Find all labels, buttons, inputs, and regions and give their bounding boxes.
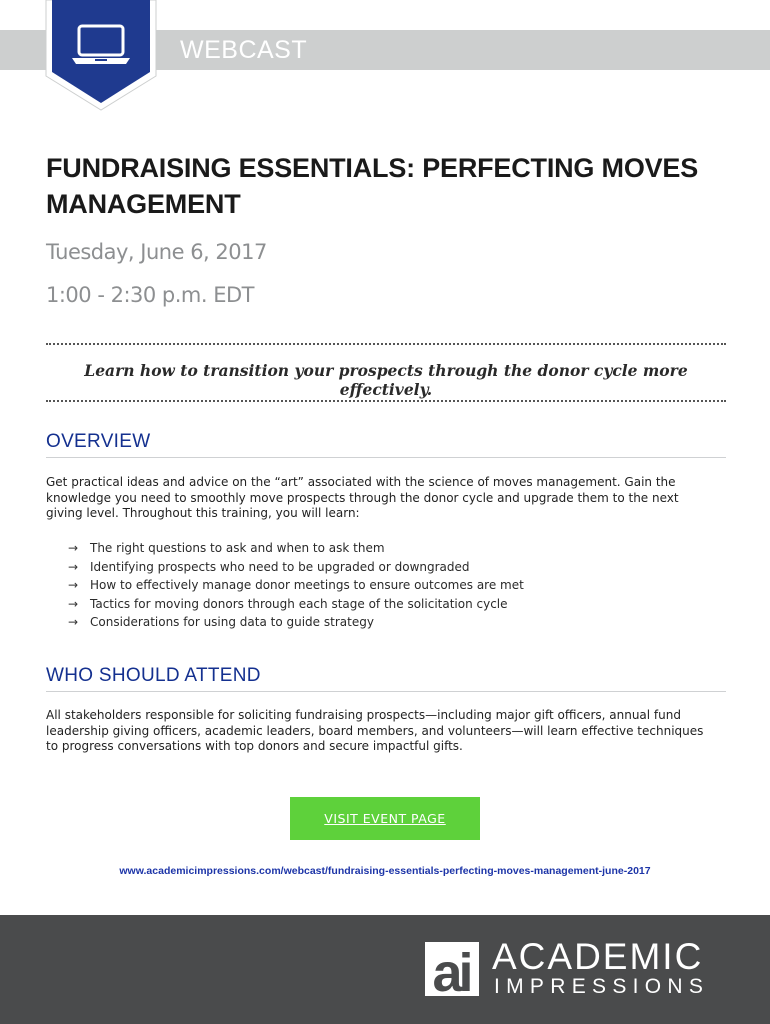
arrow-right-icon: → xyxy=(68,559,79,574)
arrow-right-icon: → xyxy=(68,541,79,555)
event-url-link[interactable]: www.academicimpressions.com/webcast/fundraising-essentials-perfecting-moves-management-june-2017 xyxy=(119,865,651,877)
visit-event-page-button[interactable]: VISIT EVENT PAGE xyxy=(290,797,480,840)
svg-text:ai: ai xyxy=(432,943,470,996)
list-item: → How to effectively manage donor meetings to ensure outcomes are met xyxy=(68,576,524,595)
arrow-right-icon: → xyxy=(68,596,79,611)
overview-list xyxy=(68,539,524,632)
arrow-right-icon: → xyxy=(68,578,79,592)
event-date: Tuesday, June 6, 2017 xyxy=(46,240,267,264)
logo-text-academic: ACADEMIC xyxy=(492,936,704,977)
list-item: → Tactics for moving donors through each stage of the solicitation cycle xyxy=(68,595,524,614)
divider-top xyxy=(46,343,726,345)
list-item: → Considerations for using data to guide strategy xyxy=(68,613,524,632)
attend-heading: WHO SHOULD ATTEND xyxy=(46,665,726,692)
overview-intro: Get practical ideas and advice on the “art” associated with the science of moves management. Gain the knowledge you need to smoothly move prospects through the donor cycle and upgrade them to the next giving level. Throughout this training, you will learn: xyxy=(46,475,679,520)
event-title: FUNDRAISING ESSENTIALS: PERFECTING MOVES MANAGEMENT xyxy=(46,153,699,219)
divider-bottom xyxy=(46,400,726,402)
logo-text-impressions: IMPRESSIONS xyxy=(494,975,710,998)
overview-heading: OVERVIEW xyxy=(46,431,726,458)
list-item: → The right questions to ask and when to ask them xyxy=(68,539,524,558)
event-time: 1:00 - 2:30 p.m. EDT xyxy=(46,283,254,307)
list-item: → Identifying prospects who need to be upgraded or downgraded xyxy=(68,558,524,577)
banner-label: WEBCAST xyxy=(180,36,308,64)
event-tagline: Learn how to transition your prospects through the donor cycle more effectively. xyxy=(84,361,688,399)
attend-text: All stakeholders responsible for soliciting fundraising prospects—including major gift officers, annual fund leadership giving officers, academic leaders, board members, and volunteers—will learn effective techniques to progress conversations with top donors and secure impactful gifts. xyxy=(46,708,704,753)
academic-impressions-logo-icon xyxy=(425,942,479,996)
laptop-icon xyxy=(42,0,160,112)
arrow-right-icon: → xyxy=(68,615,79,629)
